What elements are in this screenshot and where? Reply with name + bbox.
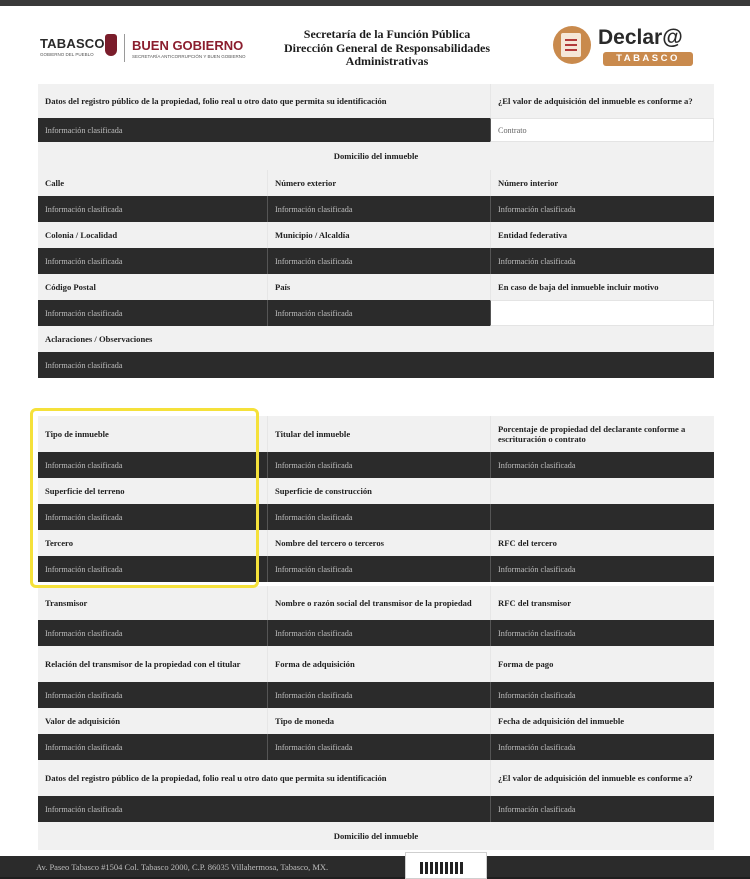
registro-label: Datos del registro público de la propiedad, folio real u otro dato que permita su identificación [38, 84, 490, 118]
entidad-label: Entidad federativa [490, 222, 714, 248]
forma-pago-label: Forma de pago [490, 646, 714, 682]
highlight-box [30, 408, 259, 588]
table-row [38, 822, 714, 850]
cp-label: Código Postal [38, 274, 267, 300]
tipo-moneda-label: Tipo de moneda [267, 708, 490, 734]
domicilio-heading-2: Domicilio del inmueble [38, 822, 714, 850]
conforme-value: Contrato [490, 118, 714, 142]
table-row [38, 760, 714, 796]
page-header [0, 18, 750, 80]
table-row [38, 326, 714, 352]
num-ext-value: Información clasificada [267, 196, 490, 222]
relacion-label: Relación del transmisor de la propiedad con el titular [38, 646, 267, 682]
cp-value: Información clasificada [38, 300, 267, 326]
fecha-adq-value: Información clasificada [490, 734, 714, 760]
municipio-value: Información clasificada [267, 248, 490, 274]
conforme-value-2: Información clasificada [490, 796, 714, 822]
num-ext-label: Número exterior [267, 170, 490, 196]
titular-label: Titular del inmueble [267, 416, 490, 452]
table-row [38, 118, 714, 142]
baja-value [490, 300, 714, 326]
table-row [38, 248, 714, 274]
sup-construccion-label: Superficie de construcción [267, 478, 490, 504]
table-row [38, 142, 714, 170]
table-row [38, 300, 714, 326]
empty-label [490, 478, 714, 504]
domicilio-heading: Domicilio del inmueble [38, 142, 714, 170]
aclaraciones-value: Información clasificada [38, 352, 714, 378]
num-int-label: Número interior [490, 170, 714, 196]
valor-adq-label: Valor de adquisición [38, 708, 267, 734]
transmisor-value: Información clasificada [38, 620, 267, 646]
calle-value: Información clasificada [38, 196, 267, 222]
table-row [38, 646, 714, 682]
table-row [38, 586, 714, 620]
empty-value [490, 504, 714, 530]
calle-label: Calle [38, 170, 267, 196]
porcentaje-label: Porcentaje de propiedad del declarante conforme a escrituración o contrato [490, 416, 714, 452]
table-row [38, 682, 714, 708]
rfc-transmisor-value: Información clasificada [490, 620, 714, 646]
table-row [38, 352, 714, 378]
forma-adq-label: Forma de adquisición [267, 646, 490, 682]
declara-document-icon [553, 26, 591, 64]
table-row [38, 620, 714, 646]
forma-adq-value: Información clasificada [267, 682, 490, 708]
nombre-tercero-label: Nombre del tercero o terceros [267, 530, 490, 556]
municipio-label: Municipio / Alcaldía [267, 222, 490, 248]
baja-label: En caso de baja del inmueble incluir motivo [490, 274, 714, 300]
fecha-adq-label: Fecha de adquisición del inmueble [490, 708, 714, 734]
table-row [38, 222, 714, 248]
valor-adq-value: Información clasificada [38, 734, 267, 760]
header-title: Secretaría de la Función Pública Dirección General de Responsabilidades Administrativas [283, 27, 491, 68]
declara-logo: Declar@ [598, 26, 683, 49]
crest-icon [105, 34, 117, 56]
transmisor-label: Transmisor [38, 586, 267, 620]
conforme-label: ¿El valor de adquisición del inmueble es conforme a? [490, 84, 714, 118]
entidad-value: Información clasificada [490, 248, 714, 274]
porcentaje-value: Información clasificada [490, 452, 714, 478]
top-bar [0, 0, 750, 6]
sup-construccion-value: Información clasificada [267, 504, 490, 530]
registro-value-2: Información clasificada [38, 796, 490, 822]
pais-value: Información clasificada [267, 300, 490, 326]
aclaraciones-label: Aclaraciones / Observaciones [38, 326, 714, 352]
tabasco-logo: TABASCO GOBIERNO DEL PUEBLO [40, 36, 105, 57]
qr-code-icon [420, 862, 464, 874]
relacion-value: Información clasificada [38, 682, 267, 708]
num-int-value: Información clasificada [490, 196, 714, 222]
logo-divider [124, 34, 125, 62]
table-row [38, 84, 714, 118]
buen-gobierno-logo: BUEN GOBIERNO [132, 38, 244, 53]
rfc-transmisor-label: RFC del transmisor [490, 586, 714, 620]
registro-value: Información clasificada [38, 118, 490, 142]
razon-social-value: Información clasificada [267, 620, 490, 646]
tipo-moneda-value: Información clasificada [267, 734, 490, 760]
footer-address: Av. Paseo Tabasco #1504 Col. Tabasco 2000, C.P. 86035 Villahermosa, Tabasco, MX. [36, 862, 329, 872]
colonia-label: Colonia / Localidad [38, 222, 267, 248]
table-row [38, 170, 714, 196]
forma-pago-value: Información clasificada [490, 682, 714, 708]
rfc-tercero-value: Información clasificada [490, 556, 714, 582]
table-row [38, 796, 714, 822]
table-row [38, 708, 714, 734]
tipo-inmueble-value: Información clasificada [38, 452, 267, 478]
nombre-tercero-value: Información clasificada [267, 556, 490, 582]
table-row [38, 274, 714, 300]
colonia-value: Información clasificada [38, 248, 267, 274]
buen-gobierno-subtitle: SECRETARÍA ANTICORRUPCIÓN Y BUEN GOBIERNO [132, 54, 246, 59]
tipo-inmueble-label: Tipo de inmueble [38, 416, 267, 452]
table-row [38, 196, 714, 222]
titular-value: Información clasificada [267, 452, 490, 478]
conforme-label-2: ¿El valor de adquisición del inmueble es conforme a? [490, 760, 714, 796]
registro-label-2: Datos del registro público de la propiedad, folio real u otro dato que permita su identificación [38, 760, 490, 796]
tercero-value: Información clasificada [38, 556, 267, 582]
sup-terreno-value: Información clasificada [38, 504, 267, 530]
sup-terreno-label: Superficie del terreno [38, 478, 267, 504]
tercero-label: Tercero [38, 530, 267, 556]
declara-badge: TABASCO [603, 52, 693, 66]
razon-social-label: Nombre o razón social del transmisor de la propiedad [267, 586, 490, 620]
pais-label: País [267, 274, 490, 300]
rfc-tercero-label: RFC del tercero [490, 530, 714, 556]
table-row [38, 734, 714, 760]
